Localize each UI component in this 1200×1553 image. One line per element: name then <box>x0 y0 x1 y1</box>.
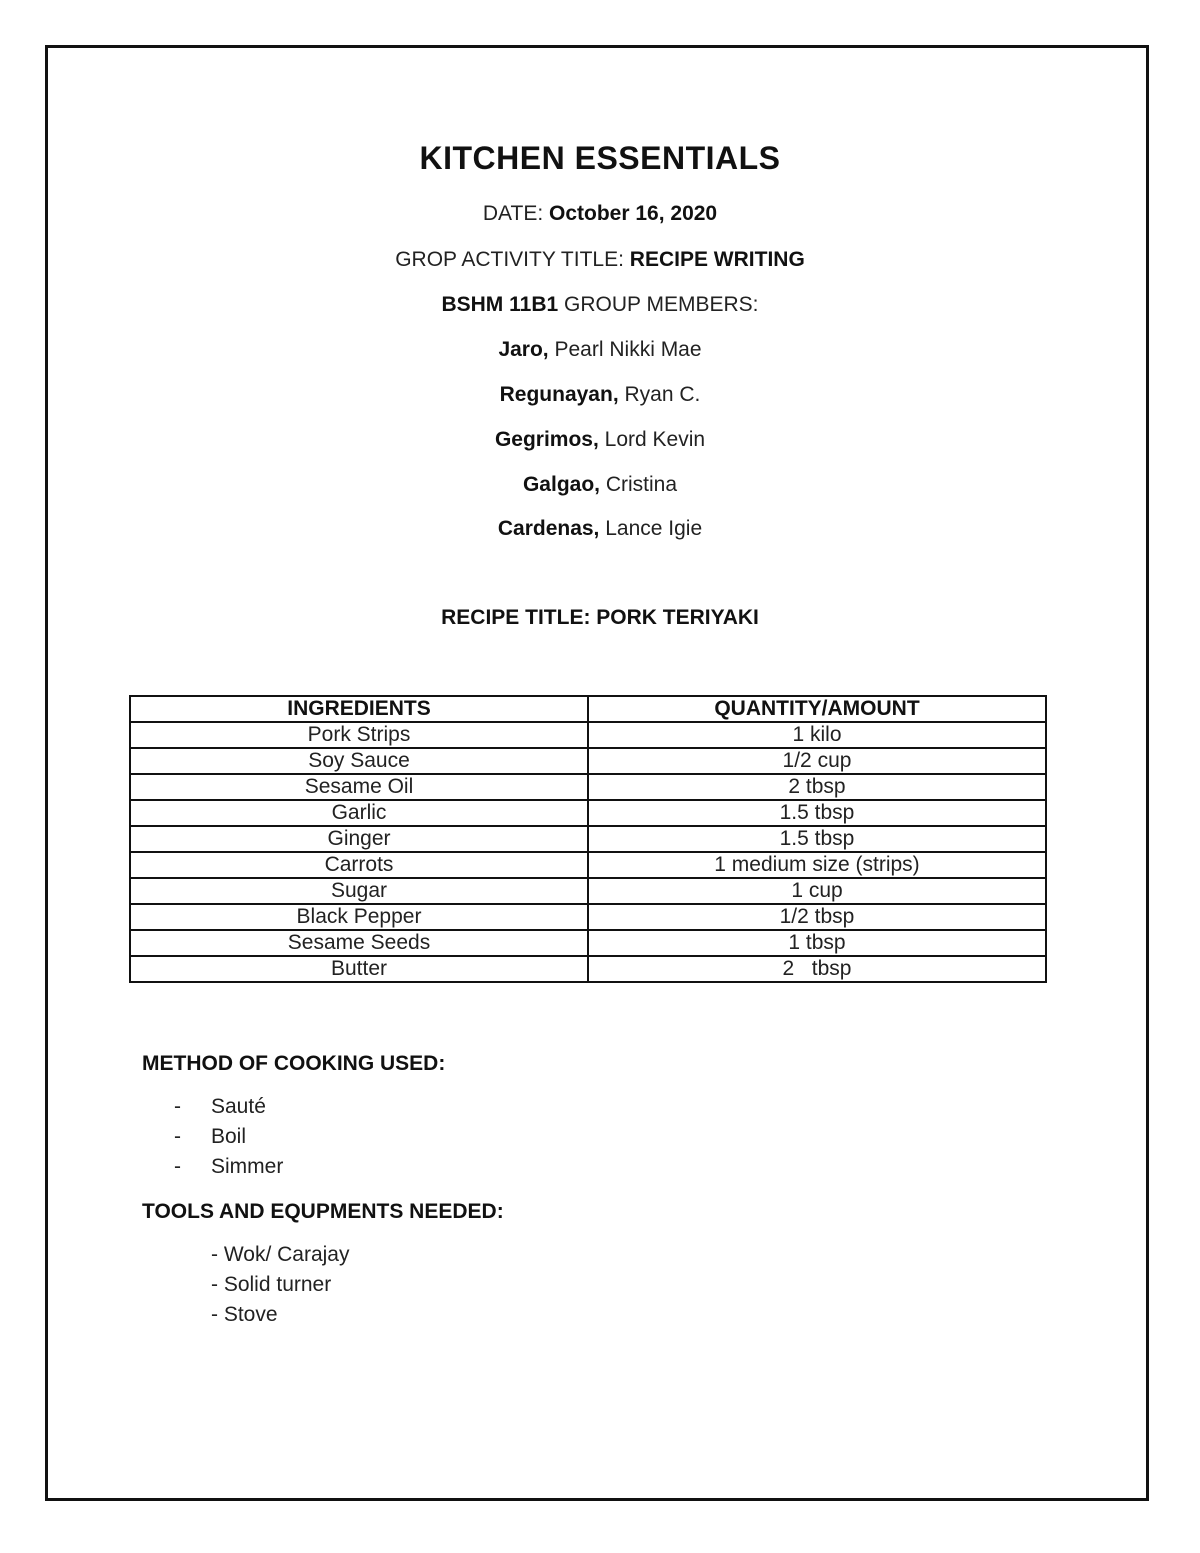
ingredient-cell: Soy Sauce <box>130 748 588 774</box>
member-surname: Regunayan, <box>499 383 619 406</box>
list-item: - Simmer <box>174 1152 283 1182</box>
quantity-cell: 1 cup <box>588 878 1046 904</box>
quantity-cell: 2 tbsp <box>588 774 1046 800</box>
table-row <box>130 878 1046 904</box>
member-given-name: Cristina <box>605 473 678 496</box>
activity-value: RECIPE WRITING <box>629 248 805 271</box>
document-title: KITCHEN ESSENTIALS <box>419 140 781 176</box>
table-row <box>130 748 1046 774</box>
tools-list <box>211 1240 349 1330</box>
ingredient-cell: Sesame Seeds <box>130 930 588 956</box>
table-row <box>130 852 1046 878</box>
list-item: - Stove <box>211 1303 278 1326</box>
dash-bullet: - <box>174 1155 181 1178</box>
member-line <box>0 428 1200 452</box>
member-surname: Jaro, <box>498 338 549 361</box>
ingredients-column-header: INGREDIENTS <box>130 696 588 722</box>
date-line <box>0 202 1200 226</box>
table-row <box>130 722 1046 748</box>
table-row <box>130 826 1046 852</box>
ingredient-cell: Butter <box>130 956 588 982</box>
tools-heading: TOOLS AND EQUPMENTS NEEDED: <box>142 1200 504 1223</box>
member-given-name: Lance Igie <box>605 517 703 540</box>
dash-bullet: - <box>174 1095 181 1118</box>
quantity-cell: 1 medium size (strips) <box>588 852 1046 878</box>
ingredient-cell: Black Pepper <box>130 904 588 930</box>
table-row <box>130 800 1046 826</box>
table-header-row <box>130 696 1046 722</box>
method-heading: METHOD OF COOKING USED: <box>142 1052 446 1075</box>
table-row <box>130 930 1046 956</box>
ingredient-cell: Garlic <box>130 800 588 826</box>
date-value: October 16, 2020 <box>549 202 718 225</box>
quantity-cell: 1/2 cup <box>588 748 1046 774</box>
table-row <box>130 956 1046 982</box>
ingredient-cell: Sugar <box>130 878 588 904</box>
quantity-column-header: QUANTITY/AMOUNT <box>588 696 1046 722</box>
ingredient-cell: Sesame Oil <box>130 774 588 800</box>
member-given-name: Ryan C. <box>624 383 701 406</box>
member-surname: Cardenas, <box>497 517 600 540</box>
member-given-name: Pearl Nikki Mae <box>554 338 702 361</box>
member-surname: Gegrimos, <box>494 428 599 451</box>
list-item: - Boil <box>174 1122 283 1152</box>
quantity-cell: 1 tbsp <box>588 930 1046 956</box>
date-label: DATE: <box>482 202 544 225</box>
table-row <box>130 904 1046 930</box>
method-list <box>174 1092 283 1182</box>
quantity-cell: 1 kilo <box>588 722 1046 748</box>
member-line <box>0 338 1200 362</box>
member-given-name: Lord Kevin <box>604 428 706 451</box>
group-section: BSHM 11B1 <box>441 293 559 316</box>
quantity-cell: 1.5 tbsp <box>588 826 1046 852</box>
member-line <box>0 517 1200 541</box>
table-row <box>130 774 1046 800</box>
list-item: - Wok/ Carajay <box>211 1243 350 1266</box>
activity-line <box>0 248 1200 272</box>
ingredient-cell: Carrots <box>130 852 588 878</box>
recipe-title: RECIPE TITLE: PORK TERIYAKI <box>441 606 759 629</box>
ingredient-cell: Ginger <box>130 826 588 852</box>
group-label: GROUP MEMBERS: <box>564 293 759 316</box>
quantity-cell: 1.5 tbsp <box>588 800 1046 826</box>
member-line <box>0 383 1200 407</box>
group-line <box>0 293 1200 317</box>
ingredient-cell: Pork Strips <box>130 722 588 748</box>
list-item: - Sauté <box>174 1092 283 1122</box>
activity-label: GROP ACTIVITY TITLE: <box>395 248 624 271</box>
dash-bullet: - <box>174 1125 181 1148</box>
quantity-cell: 1/2 tbsp <box>588 904 1046 930</box>
quantity-cell: 2 tbsp <box>588 956 1046 982</box>
list-item: - Solid turner <box>211 1273 332 1296</box>
member-line <box>0 473 1200 497</box>
ingredients-table <box>129 695 1047 983</box>
member-surname: Galgao, <box>522 473 600 496</box>
